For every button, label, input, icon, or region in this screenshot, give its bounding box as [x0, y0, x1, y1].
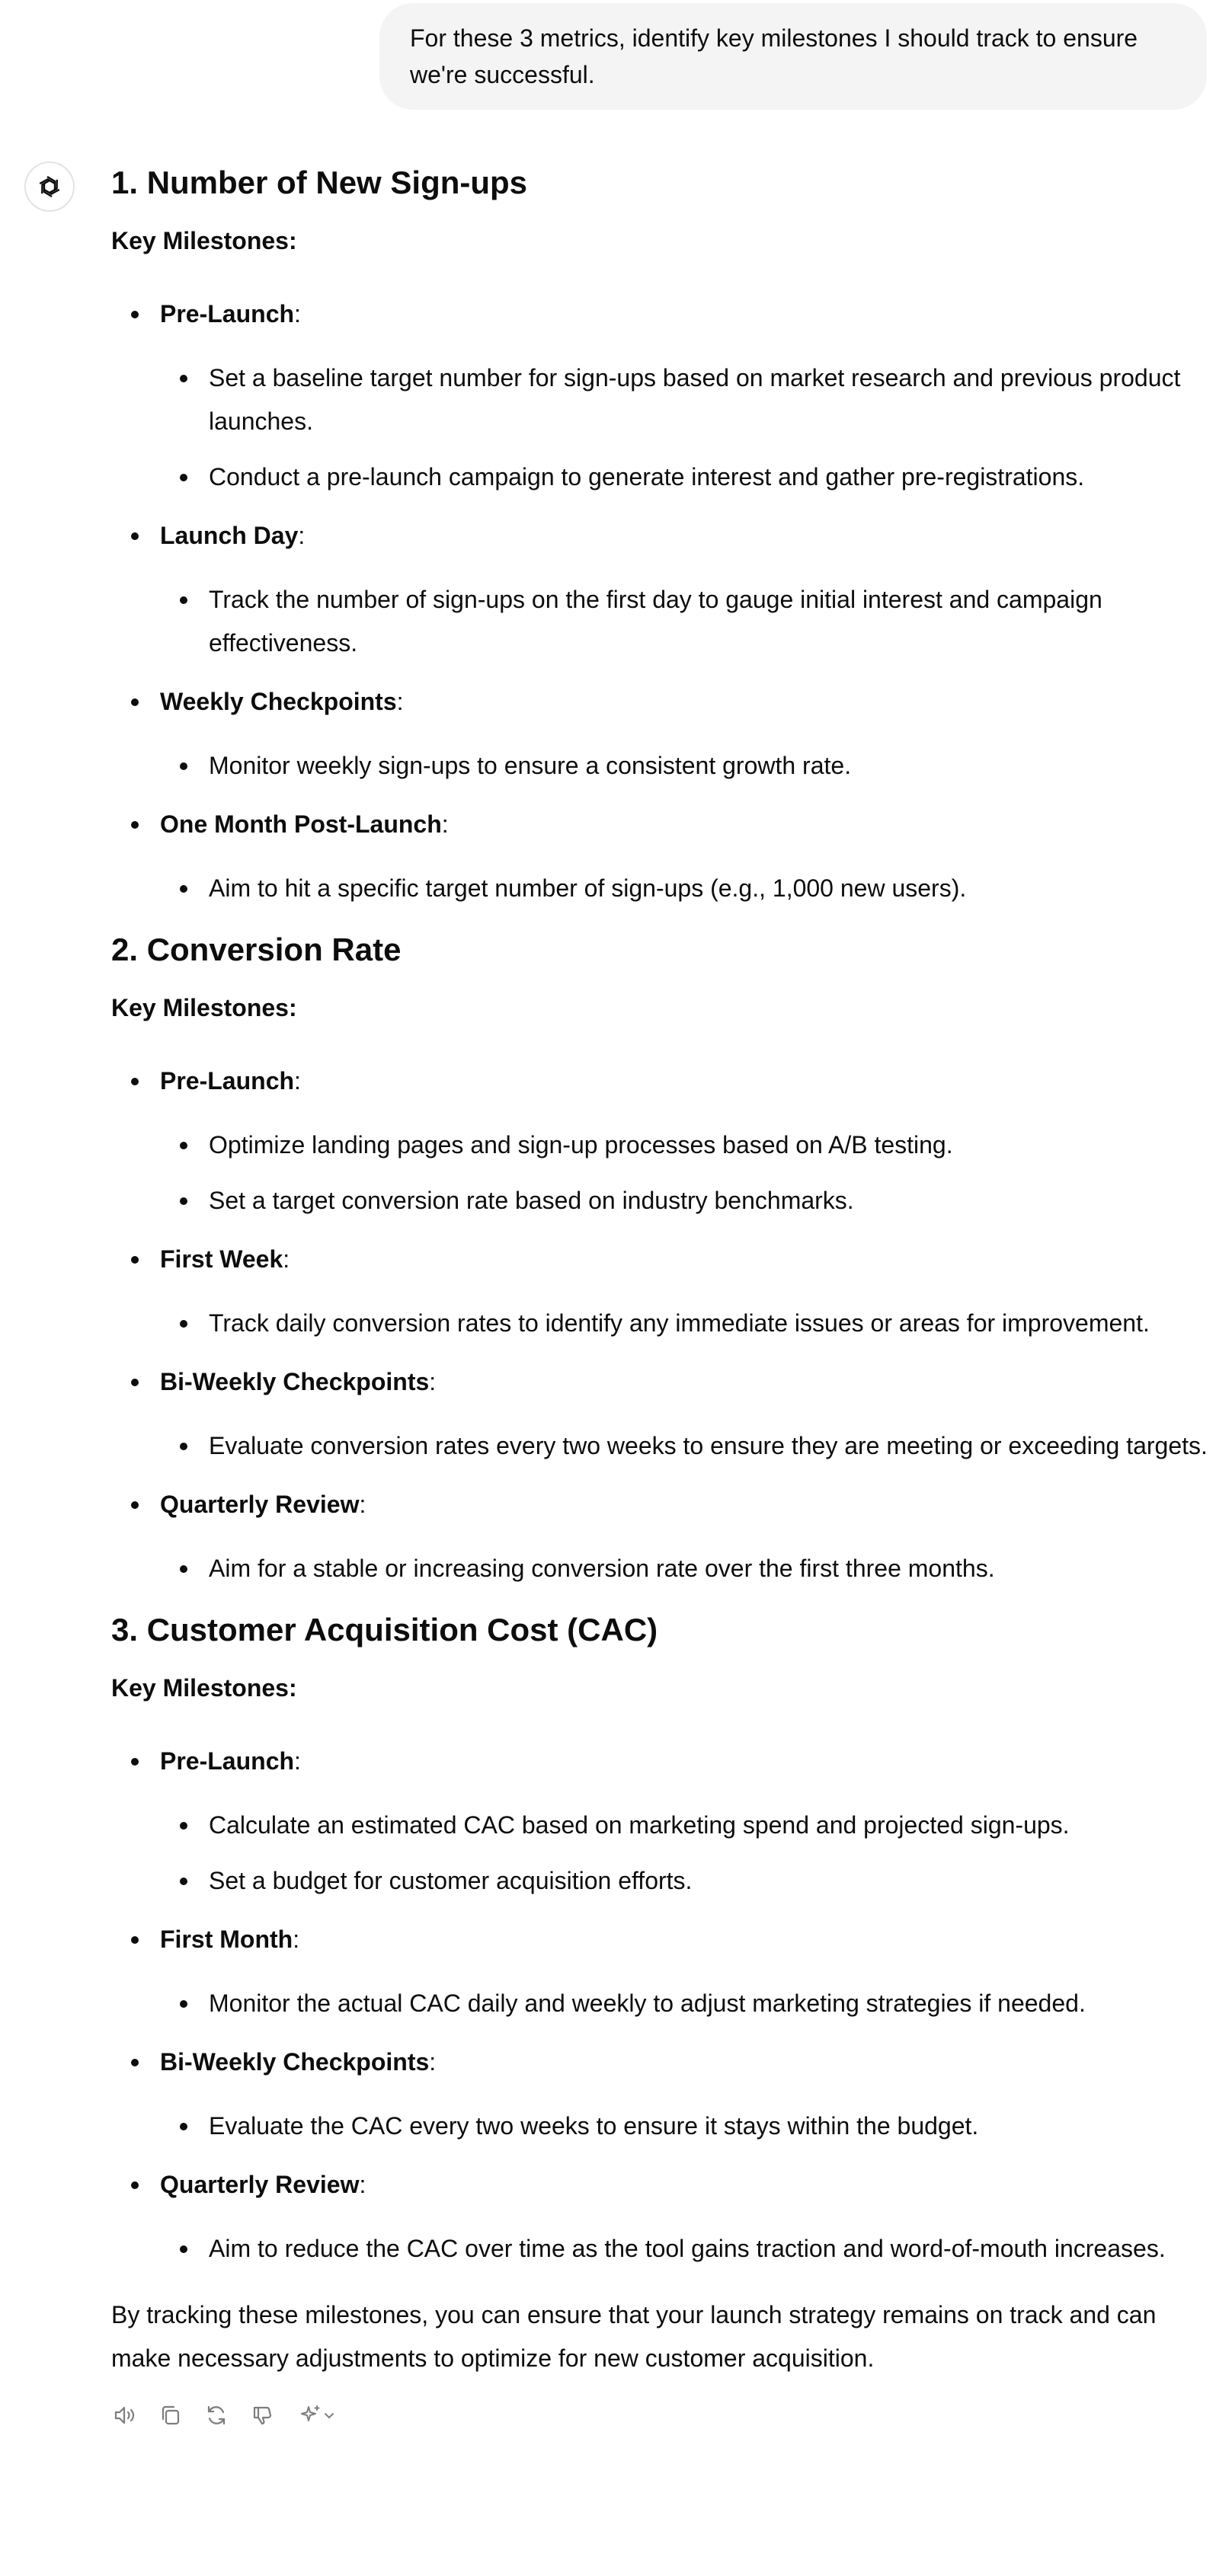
bullet-icon [131, 1758, 139, 1766]
read-aloud-button[interactable] [111, 2402, 139, 2429]
bullet-icon [180, 2123, 187, 2130]
milestone-group [111, 1363, 1208, 1486]
milestone-items [160, 1424, 1208, 1486]
label-colon: : [359, 1491, 366, 1518]
summary-paragraph: By tracking these milestones, you can ensure that your launch strategy remains on track and can make necessary adjustments to optimize for new customer acquisition. [111, 2301, 1157, 2372]
list-item [209, 1547, 1208, 1609]
milestone-heading [160, 806, 1208, 867]
milestone-items [160, 1123, 1208, 1241]
bullet-icon [180, 2245, 187, 2253]
thumbs-down-button[interactable] [248, 2402, 276, 2429]
milestone-items [160, 1547, 1208, 1609]
milestone-label: Launch Day [160, 522, 299, 549]
copy-icon [158, 2403, 183, 2427]
milestone-group [111, 2044, 1208, 2166]
milestone-label: Bi-Weekly Checkpoints [160, 2048, 430, 2076]
milestone-items [160, 1302, 1208, 1363]
milestone-group [111, 806, 1208, 928]
milestone-group [111, 1486, 1208, 1609]
message-actions-bar [111, 2402, 1208, 2429]
list-item-text: Aim to hit a specific target number of sign-ups (e.g., 1,000 new users). [209, 874, 967, 902]
bullet-icon [180, 2000, 187, 2008]
list-item [209, 2227, 1208, 2289]
list-item [209, 867, 1208, 928]
label-colon: : [294, 1067, 301, 1095]
label-colon: : [293, 1926, 300, 1953]
assistant-avatar [24, 161, 75, 212]
bullet-icon [180, 1822, 187, 1830]
section-heading: 2. Conversion Rate [111, 932, 402, 967]
list-item-text: Aim for a stable or increasing conversion rate over the first three months. [209, 1555, 995, 1582]
section-heading: 3. Customer Acquisition Cost (CAC) [111, 1612, 658, 1648]
milestone-heading [160, 2166, 1208, 2227]
list-item-text: Optimize landing pages and sign-up processes based on A/B testing. [209, 1131, 953, 1159]
list-item [209, 578, 1208, 683]
list-item-text: Track daily conversion rates to identify any immediate issues or areas for improvement. [209, 1309, 1150, 1337]
label-colon: : [298, 522, 306, 549]
bullet-icon [180, 1443, 187, 1450]
label-colon: : [294, 1747, 301, 1775]
bullet-icon [180, 474, 187, 481]
label-colon: : [294, 300, 301, 328]
regenerate-button[interactable] [203, 2402, 230, 2429]
label-colon: : [429, 2048, 437, 2076]
list-item-text: Monitor weekly sign-ups to ensure a consistent growth rate. [209, 752, 852, 779]
list-item [209, 1804, 1208, 1859]
milestone-heading [160, 1363, 1208, 1424]
bullet-icon [131, 821, 139, 829]
section-subtitle: Key Milestones: [111, 227, 297, 254]
milestone-items [160, 744, 1208, 806]
bullet-icon [180, 1878, 187, 1885]
milestone-label: Weekly Checkpoints [160, 688, 397, 715]
label-colon: : [396, 688, 404, 715]
list-item-text: Evaluate conversion rates every two weeks to ensure they are meeting or exceeding targets. [209, 1432, 1208, 1459]
milestone-label: First Month [160, 1926, 293, 1953]
milestone-heading [160, 1743, 1208, 1804]
list-item [209, 1302, 1208, 1363]
bullet-icon [180, 1565, 187, 1573]
milestone-items [160, 2227, 1208, 2289]
milestone-heading [160, 1921, 1208, 1982]
milestone-group [111, 1241, 1208, 1363]
milestone-heading [160, 1486, 1208, 1547]
model-switch-button[interactable] [294, 2402, 340, 2429]
milestone-label: Quarterly Review [160, 1491, 360, 1518]
list-item-text: Set a baseline target number for sign-ups based on market research and previous product launches. [209, 364, 1181, 435]
label-colon: : [429, 1368, 437, 1395]
milestone-heading [160, 296, 1208, 356]
milestone-items [160, 1982, 1208, 2044]
openai-logo-icon [34, 171, 65, 202]
list-item [209, 1179, 1208, 1241]
milestone-group [111, 517, 1208, 683]
user-message-bubble [379, 3, 1207, 110]
milestone-group [111, 1063, 1208, 1241]
section-subtitle: Key Milestones: [111, 1674, 297, 1702]
list-item-text: Calculate an estimated CAC based on marketing spend and projected sign-ups. [209, 1811, 1070, 1839]
list-item [209, 2105, 1208, 2166]
milestone-group [111, 1743, 1208, 1921]
regenerate-icon [204, 2403, 229, 2427]
thumbs-down-icon [250, 2403, 274, 2427]
bullet-icon [131, 2181, 139, 2189]
list-item-text: Track the number of sign-ups on the first day to gauge initial interest and campaign effectiveness. [209, 586, 1102, 657]
list-item [209, 1859, 1208, 1921]
bullet-icon [180, 885, 187, 893]
section-heading: 1. Number of New Sign-ups [111, 165, 528, 200]
bullet-icon [180, 596, 187, 604]
milestone-items [160, 867, 1208, 928]
bullet-icon [180, 1320, 187, 1328]
milestone-heading [160, 517, 1208, 578]
milestone-label: Bi-Weekly Checkpoints [160, 1368, 430, 1395]
section-subtitle: Key Milestones: [111, 994, 297, 1021]
milestone-heading [160, 1241, 1208, 1302]
bullet-icon [180, 375, 187, 382]
list-item [209, 1982, 1208, 2044]
list-item-text: Aim to reduce the CAC over time as the tool gains traction and word-of-mouth increases. [209, 2235, 1166, 2262]
milestone-label: Quarterly Review [160, 2171, 360, 2198]
bullet-icon [131, 1501, 139, 1509]
milestone-label: Pre-Launch [160, 1067, 295, 1095]
milestone-list [111, 1063, 1208, 1609]
milestone-heading [160, 2044, 1208, 2105]
bullet-icon [131, 1256, 139, 1264]
chevron-down-icon [323, 2409, 335, 2421]
milestone-items [160, 2105, 1208, 2166]
copy-button[interactable] [157, 2402, 184, 2429]
milestone-label: First Week [160, 1245, 283, 1273]
list-item [209, 356, 1208, 455]
list-item [209, 455, 1208, 517]
user-message-text: For these 3 metrics, identify key milestones I should track to ensure we're successful. [410, 24, 1138, 88]
label-colon: : [359, 2171, 366, 2198]
bullet-icon [131, 1078, 139, 1085]
bullet-icon [180, 1142, 187, 1149]
milestone-list [111, 296, 1208, 928]
list-item [209, 744, 1208, 806]
list-item-text: Conduct a pre-launch campaign to generate interest and gather pre-registrations. [209, 463, 1085, 491]
milestone-heading [160, 1063, 1208, 1123]
milestone-list [111, 1743, 1208, 2289]
bullet-icon [131, 698, 139, 706]
milestone-items [160, 1804, 1208, 1921]
sparkle-icon [299, 2403, 323, 2427]
milestone-group [111, 683, 1208, 806]
list-item [209, 1424, 1208, 1486]
milestone-group [111, 1921, 1208, 2044]
bullet-icon [180, 1197, 187, 1205]
assistant-response [111, 161, 1208, 2429]
bullet-icon [131, 532, 139, 540]
milestone-label: Pre-Launch [160, 1747, 295, 1775]
bullet-icon [131, 1936, 139, 1944]
milestone-heading [160, 683, 1208, 744]
bullet-icon [131, 2059, 139, 2066]
speaker-icon [113, 2403, 137, 2427]
list-item-text: Set a target conversion rate based on industry benchmarks. [209, 1187, 854, 1214]
bullet-icon [131, 311, 139, 318]
label-colon: : [283, 1245, 290, 1273]
list-item-text: Evaluate the CAC every two weeks to ensure it stays within the budget. [209, 2112, 979, 2140]
milestone-label: One Month Post-Launch [160, 810, 442, 838]
bullet-icon [180, 762, 187, 770]
milestone-group [111, 296, 1208, 517]
list-item-text: Monitor the actual CAC daily and weekly to adjust marketing strategies if needed. [209, 1990, 1086, 2017]
milestone-label: Pre-Launch [160, 300, 295, 328]
bullet-icon [131, 1379, 139, 1386]
list-item [209, 1123, 1208, 1179]
label-colon: : [441, 810, 449, 838]
milestone-items [160, 356, 1208, 517]
list-item-text: Set a budget for customer acquisition efforts. [209, 1867, 693, 1894]
milestone-items [160, 578, 1208, 683]
milestone-group [111, 2166, 1208, 2289]
